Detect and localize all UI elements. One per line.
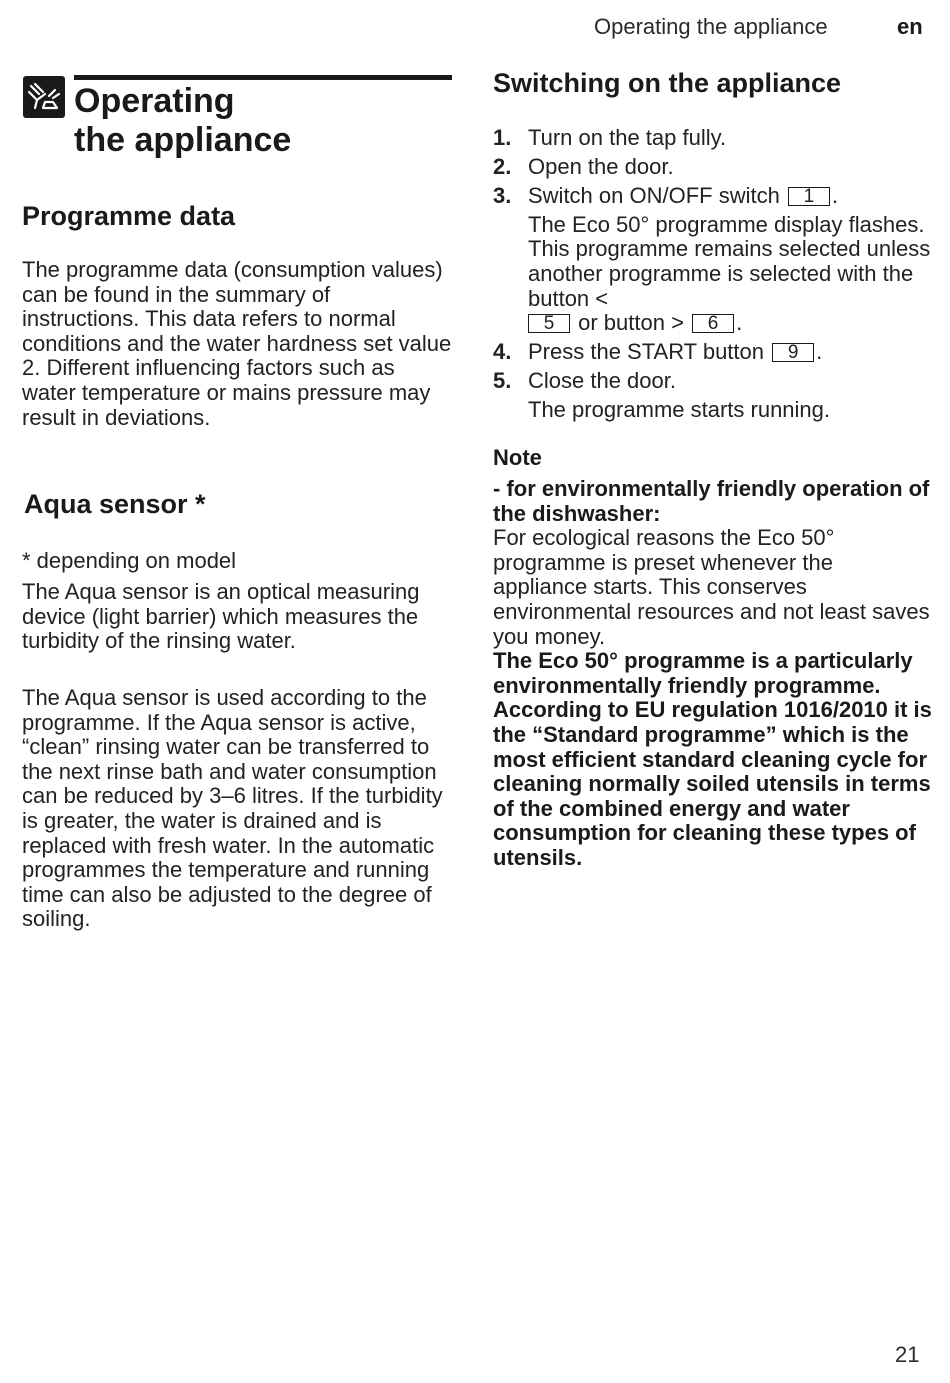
page-number: 21 (895, 1342, 920, 1367)
note-block (493, 477, 933, 871)
step-3 (493, 184, 933, 209)
start-button-key: 9 (772, 343, 814, 362)
step-number: 4. (493, 339, 512, 365)
next-programme-key: 6 (692, 314, 734, 333)
chapter-rule (74, 75, 452, 80)
step-text: Open the door. (528, 154, 674, 180)
step-2 (493, 155, 933, 180)
note-heading: Note (493, 445, 542, 470)
programme-data-text: The programme data (consumption values) can be found in the summary of instructions. This data refers to normal conditions and the water hardness set value 2. Different influencing factors such as water temperature or mains pressure may result in deviations. (22, 257, 452, 430)
step-text-end: . (831, 183, 839, 209)
step-3-result (493, 213, 933, 336)
dishwasher-hand-icon (23, 76, 65, 118)
step-text: Turn on the tap fully. (528, 125, 727, 150)
step-number: 5. (493, 368, 512, 394)
step-number: 2. (493, 154, 512, 180)
chapter-title-line-2: the appliance (74, 121, 292, 159)
note-text: For ecological reasons the Eco 50° programme is preset whenever the appliance starts. This conserves environmental resources and not least saves you money. (493, 525, 930, 649)
step-3-end: . (736, 310, 743, 336)
aqua-sensor-footnote: * depending on model (22, 548, 237, 573)
aqua-sensor-heading: Aqua sensor * (24, 489, 206, 519)
step-3-or-text: or button > (578, 310, 684, 336)
step-text: Press the START button (528, 339, 765, 365)
running-header-title: Operating the appliance (594, 14, 828, 39)
programme-data-heading: Programme data (22, 201, 236, 231)
on-off-switch-key: 1 (788, 187, 830, 206)
step-number: 1. (493, 125, 512, 150)
chapter-title (74, 82, 454, 160)
note-lead: - for environmentally friendly operation of the dishwasher: (493, 476, 930, 526)
step-1 (493, 126, 933, 151)
language-code: en (897, 14, 923, 39)
step-4 (493, 340, 933, 365)
step-3-result-text: The Eco 50° programme display flashes. This programme remains selected unless another programme is selected with the button < (528, 211, 931, 311)
step-text: Close the door. (528, 368, 676, 394)
chapter-title-line-1: Operating (74, 82, 235, 120)
previous-programme-key: 5 (528, 314, 570, 333)
step-text-end: . (816, 339, 823, 365)
switching-on-heading: Switching on the appliance (493, 68, 842, 98)
step-5 (493, 369, 933, 394)
switching-on-steps (493, 126, 933, 423)
aqua-sensor-paragraph-1: The Aqua sensor is an optical measuring device (light barrier) which measures the turbidity of the rinsing water. (22, 579, 420, 654)
step-5-result: The programme starts running. (528, 397, 831, 423)
step-text: Switch on ON/OFF switch (528, 183, 780, 209)
aqua-sensor-paragraph-2: The Aqua sensor is used according to the programme. If the Aqua sensor is active, “clean” rinsing water can be transferred to the next rinse bath and water consumption can be reduced by 3–6 litres. If the turbidity is greater, the water is drained and is replaced with fresh water. In the automatic programmes the temperature and running time can also be adjusted to the degree of soiling. (22, 685, 443, 932)
note-bold-text: The Eco 50° programme is a particularly environmentally friendly programme. According to EU regulation 1016/2010 it is the “Standard programme” which is the most efficient standard cleaning cycle for cleaning normally soiled utensils in terms of the combined energy and water consumption for cleaning these types of utensils. (493, 648, 932, 870)
step-number: 3. (493, 183, 512, 209)
